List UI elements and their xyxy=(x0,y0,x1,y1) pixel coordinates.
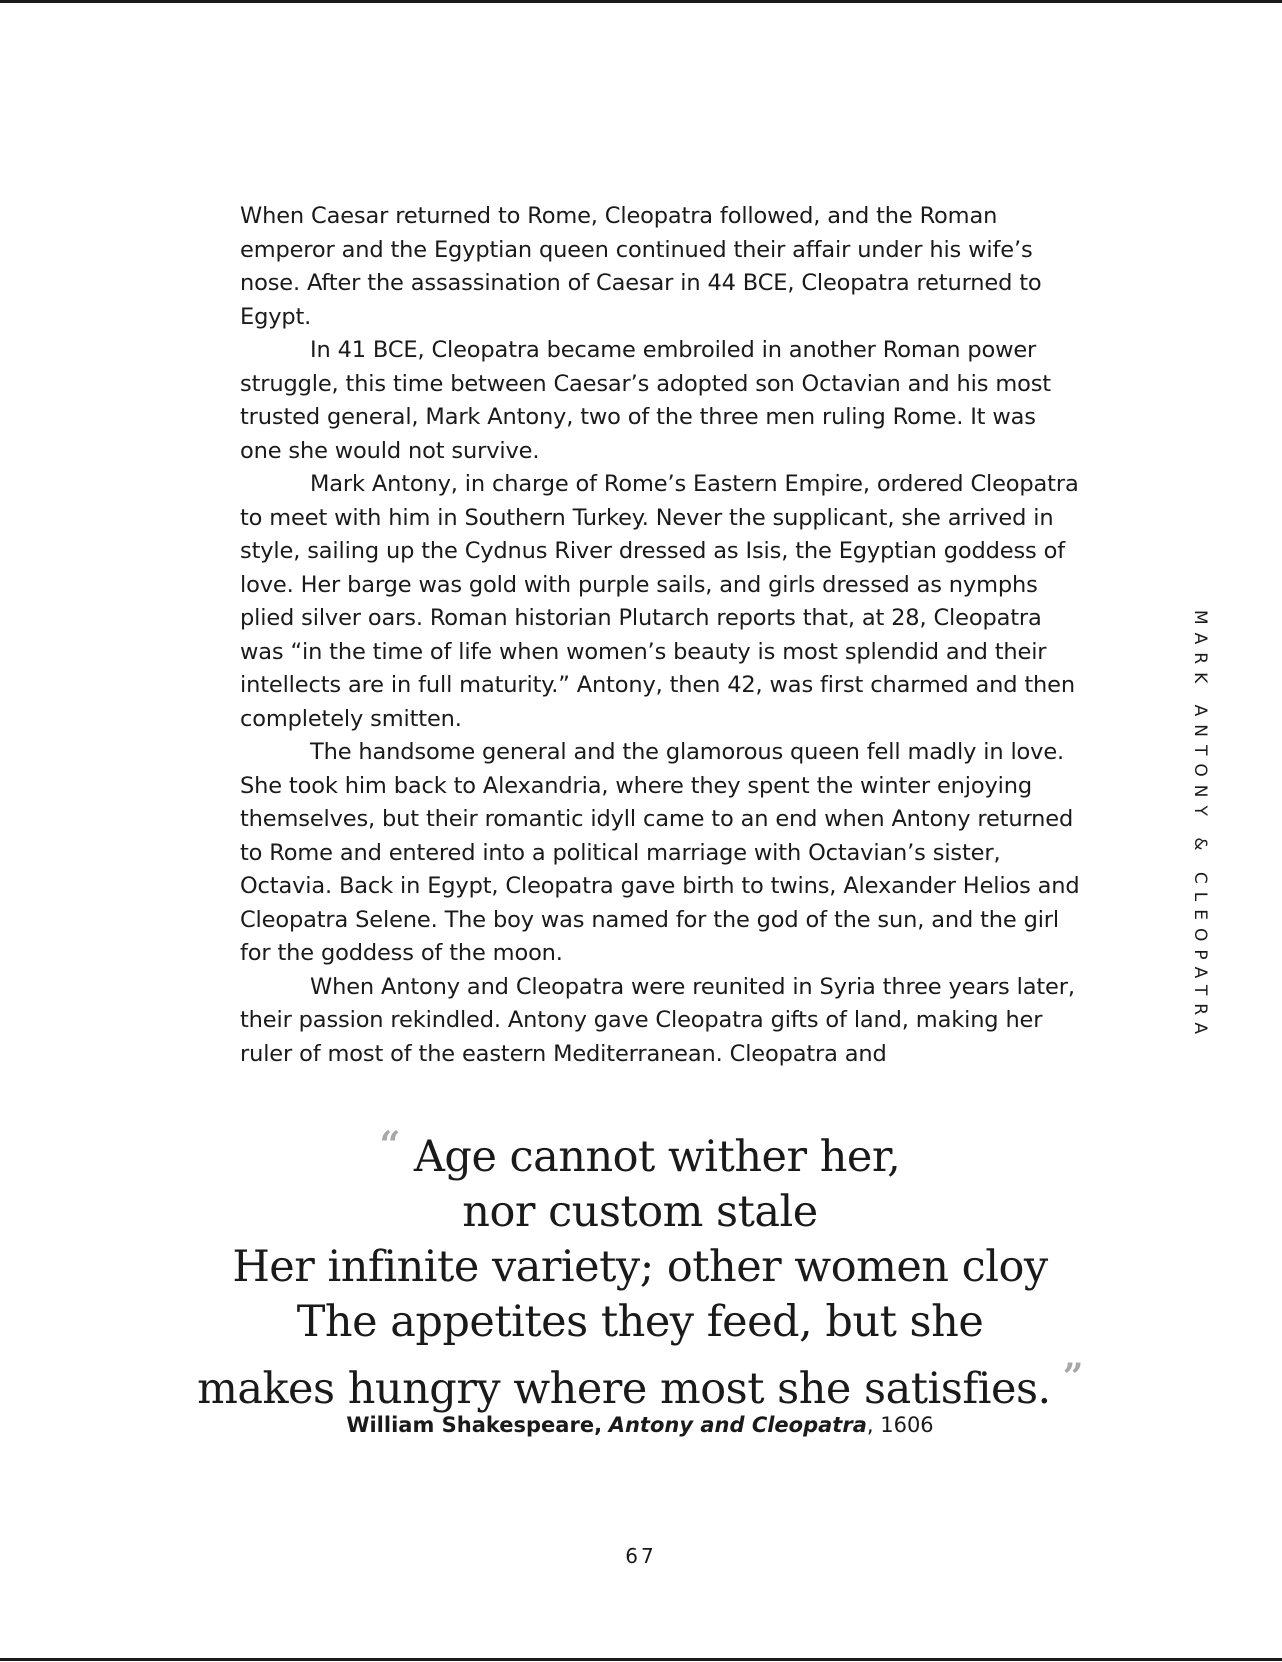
attribution-year: , 1606 xyxy=(866,1413,934,1437)
quote-line-1 xyxy=(180,1118,1100,1185)
close-quote-mark: ” xyxy=(1062,1356,1083,1398)
quote-line-1-text: Age cannot wither her, xyxy=(413,1132,901,1182)
attribution-work: Antony and Cleopatra xyxy=(608,1413,867,1437)
paragraph-5: When Antony and Cleopatra were reunited in Syria three years later, their passion rekindled. Antony gave Cleopatra gifts of land, making her ruler of most of the eastern Mediterranean. Cleopatra and xyxy=(240,973,1075,1067)
page-number: 67 xyxy=(625,1544,657,1568)
paragraph-2: In 41 BCE, Cleopatra became embroiled in another Roman power struggle, this time between Caesar’s adopted son Octavian and his most trusted general, Mark Antony, two of the three men ruling Rome. It was one she would not survive. xyxy=(240,337,1051,464)
pull-quote xyxy=(180,1118,1100,1417)
open-quote-mark: “ xyxy=(379,1124,400,1166)
quote-line-5 xyxy=(180,1350,1100,1417)
quote-line-4: The appetites they feed, but she xyxy=(296,1297,984,1347)
paragraph-3: Mark Antony, in charge of Rome’s Eastern Empire, ordered Cleopatra to meet with him in Southern Turkey. Never the supplicant, she arrived in style, sailing up the Cydnus River dressed as Isis, the Egyptian goddess of love. Her barge was gold with purple sails, and girls dressed as nymphs plied silver oars. Roman historian Plutarch reports that, at 28, Cleopatra was “in the time of life when women’s beauty is most splendid and their intellects are in full maturity.” Antony, then 42, was first charmed and then completely smitten. xyxy=(240,471,1079,732)
running-head: MARK ANTONY & CLEOPATRA xyxy=(1190,610,1210,1043)
quote-line-2: nor custom stale xyxy=(462,1187,818,1237)
bottom-rule xyxy=(0,1658,1282,1661)
top-rule xyxy=(0,0,1282,3)
body-text xyxy=(240,200,1080,1071)
paragraph-4: The handsome general and the glamorous queen fell madly in love. She took him back to Alexandria, where they spent the winter enjoying themselves, but their romantic idyll came to an end when Antony returned to Rome and entered into a political marriage with Octavian’s sister, Octavia. Back in Egypt, Cleopatra gave birth to twins, Alexander Helios and Cleopatra Selene. The boy was named for the god of the sun, and the girl for the goddess of the moon. xyxy=(240,739,1080,966)
paragraph-1: When Caesar returned to Rome, Cleopatra followed, and the Roman emperor and the Egyptian queen continued their affair under his wife’s nose. After the assassination of Caesar in 44 BCE, Cleopatra returned to Egypt. xyxy=(240,203,1042,330)
quote-line-5-text: makes hungry where most she satisfies. xyxy=(197,1364,1051,1414)
quote-attribution xyxy=(180,1410,1100,1440)
quote-line-3: Her infinite variety; other women cloy xyxy=(232,1242,1048,1292)
attribution-author: William Shakespeare, xyxy=(346,1413,603,1437)
